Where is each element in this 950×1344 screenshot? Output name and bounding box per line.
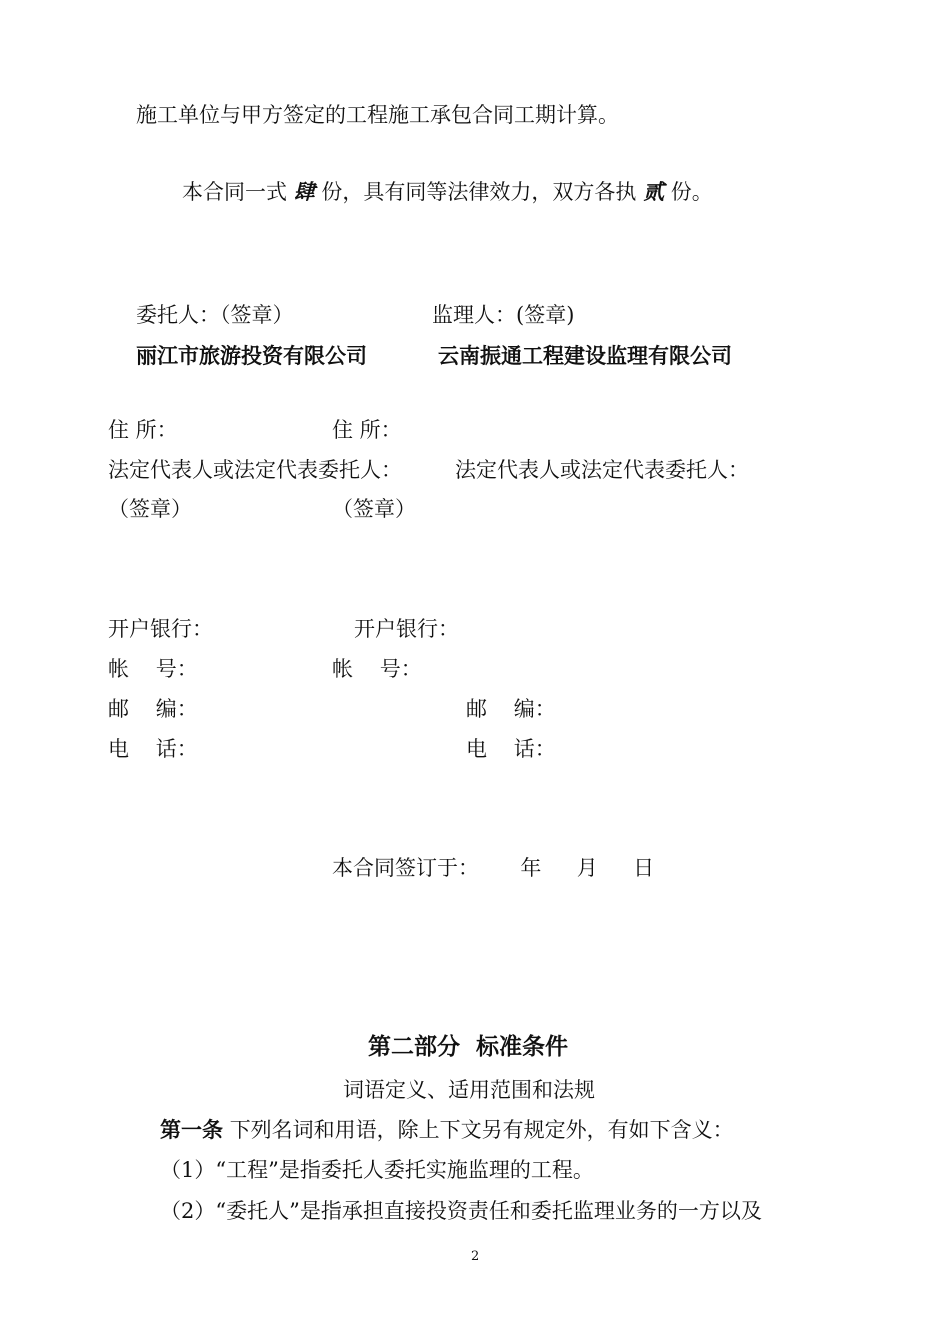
seal-left: （签章） (108, 497, 192, 521)
signing-date (332, 855, 654, 881)
account-left: 帐 号： (108, 657, 198, 681)
article-1-text: 下列名词和用语，除上下文另有规定外，有如下含义： (229, 1118, 734, 1142)
page-number: 2 (471, 1249, 480, 1264)
rep-right: 法定代表人或法定代表委托人： (455, 458, 749, 482)
article-1-label: 第一条 (160, 1118, 223, 1142)
definition-item-2: （2）“委托人”是指承担直接投资责任和委托监理业务的一方以及 (160, 1199, 762, 1223)
signing-label: 本合同签订于： (332, 856, 479, 880)
supervisor-name: 云南振通工程建设监理有限公司 (438, 344, 732, 368)
postcode-left: 邮 编： (108, 697, 198, 721)
copies-each: 贰 (643, 179, 665, 204)
address-right: 住 所： (332, 418, 402, 442)
signing-day: 日 (633, 856, 655, 880)
phone-left: 电 话： (108, 737, 198, 761)
client-label: 委托人：（签章） (136, 303, 294, 327)
bank-left: 开户银行： (108, 617, 213, 641)
copies-clause (182, 179, 713, 205)
copies-suffix: 份。 (670, 180, 713, 204)
bank-right: 开户银行： (354, 617, 459, 641)
intro-line: 施工单位与甲方签定的工程施工承包合同工期计算。 (136, 103, 619, 127)
section-subtitle: 词语定义、适用范围和法规 (343, 1078, 595, 1102)
signing-year: 年 (520, 856, 542, 880)
client-name: 丽江市旅游投资有限公司 (136, 344, 367, 368)
rep-left: 法定代表人或法定代表委托人： (108, 458, 402, 482)
copies-total: 肆 (293, 179, 315, 204)
account-right: 帐 号： (332, 657, 422, 681)
seal-right: （签章） (332, 497, 416, 521)
copies-middle: 份，具有同等法律效力，双方各执 (321, 180, 637, 204)
supervisor-label: 监理人：(签章) (432, 303, 575, 327)
postcode-right: 邮 编： (466, 697, 556, 721)
address-left: 住 所： (108, 418, 178, 442)
signing-month: 月 (576, 856, 598, 880)
article-1 (160, 1117, 734, 1143)
copies-prefix: 本合同一式 (182, 180, 287, 204)
section-title: 第二部分 标准条件 (368, 1034, 569, 1060)
definition-item-1: （1）“工程”是指委托人委托实施监理的工程。 (160, 1158, 594, 1182)
phone-right: 电 话： (466, 737, 556, 761)
